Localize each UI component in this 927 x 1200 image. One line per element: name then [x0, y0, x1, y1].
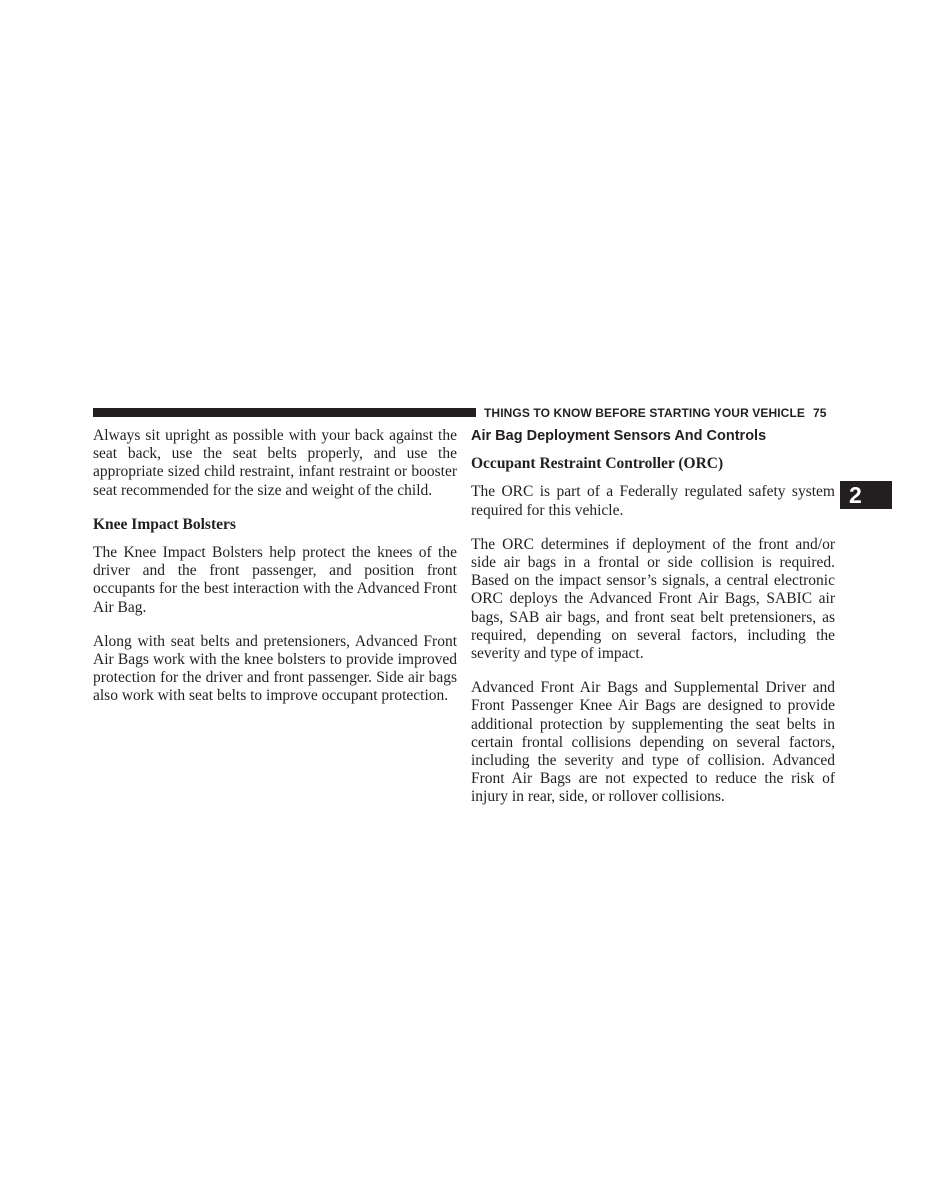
knee-bolsters-heading: Knee Impact Bolsters: [93, 515, 236, 533]
orc-paragraph-1: The ORC is part of a Federally regulated safety system required for this vehicle.: [471, 483, 835, 519]
right-column: [471, 427, 835, 823]
orc-paragraph-3: Advanced Front Air Bags and Supplemental Driver and Front Passenger Knee Air Bags are designed to provide additional protection by supplementing the seat belts in certain frontal collisions depending on several factors, including the severity and type of collision. Advanced Front Air Bags are not expected to reduce the risk of injury in rear, side, or rollover collisions.: [471, 679, 835, 806]
section-heading: Air Bag Deployment Sensors And Controls: [471, 428, 767, 444]
running-header: [484, 405, 836, 421]
knee-paragraph-1: The Knee Impact Bolsters help protect the knees of the driver and the front passenger, and position front occupants for the best interaction with the Advanced Front Air Bag.: [93, 544, 457, 616]
orc-heading: Occupant Restraint Controller (ORC): [471, 455, 724, 473]
page-number: 75: [812, 406, 827, 420]
chapter-tab: [840, 481, 892, 509]
orc-paragraph-2: The ORC determines if deployment of the front and/or side air bags in a frontal or side collision is required. Based on the impact sensor’s signals, a central electronic ORC deploys the Advanced Front Air Bags, SABIC air bags, SAB air bags, and front seat belt pretensioners, as required, depending on several factors, including the severity and type of impact.: [471, 535, 835, 663]
knee-paragraph-2: Along with seat belts and pretensioners, Advanced Front Air Bags work with the knee bolsters to provide improved protection for the driver and front passenger. Side air bags also work with seat belts to improve occupant protection.: [93, 632, 457, 705]
chapter-number: 2: [849, 482, 862, 508]
section-title: THINGS TO KNOW BEFORE STARTING YOUR VEHICLE: [484, 406, 805, 420]
header-rule: [93, 408, 476, 417]
left-column: [93, 427, 457, 722]
intro-paragraph: Always sit upright as possible with your back against the seat back, use the seat belts properly, and use the appropriate sized child restraint, infant restraint or booster seat recommended for the size and weight of the child.: [93, 427, 457, 499]
